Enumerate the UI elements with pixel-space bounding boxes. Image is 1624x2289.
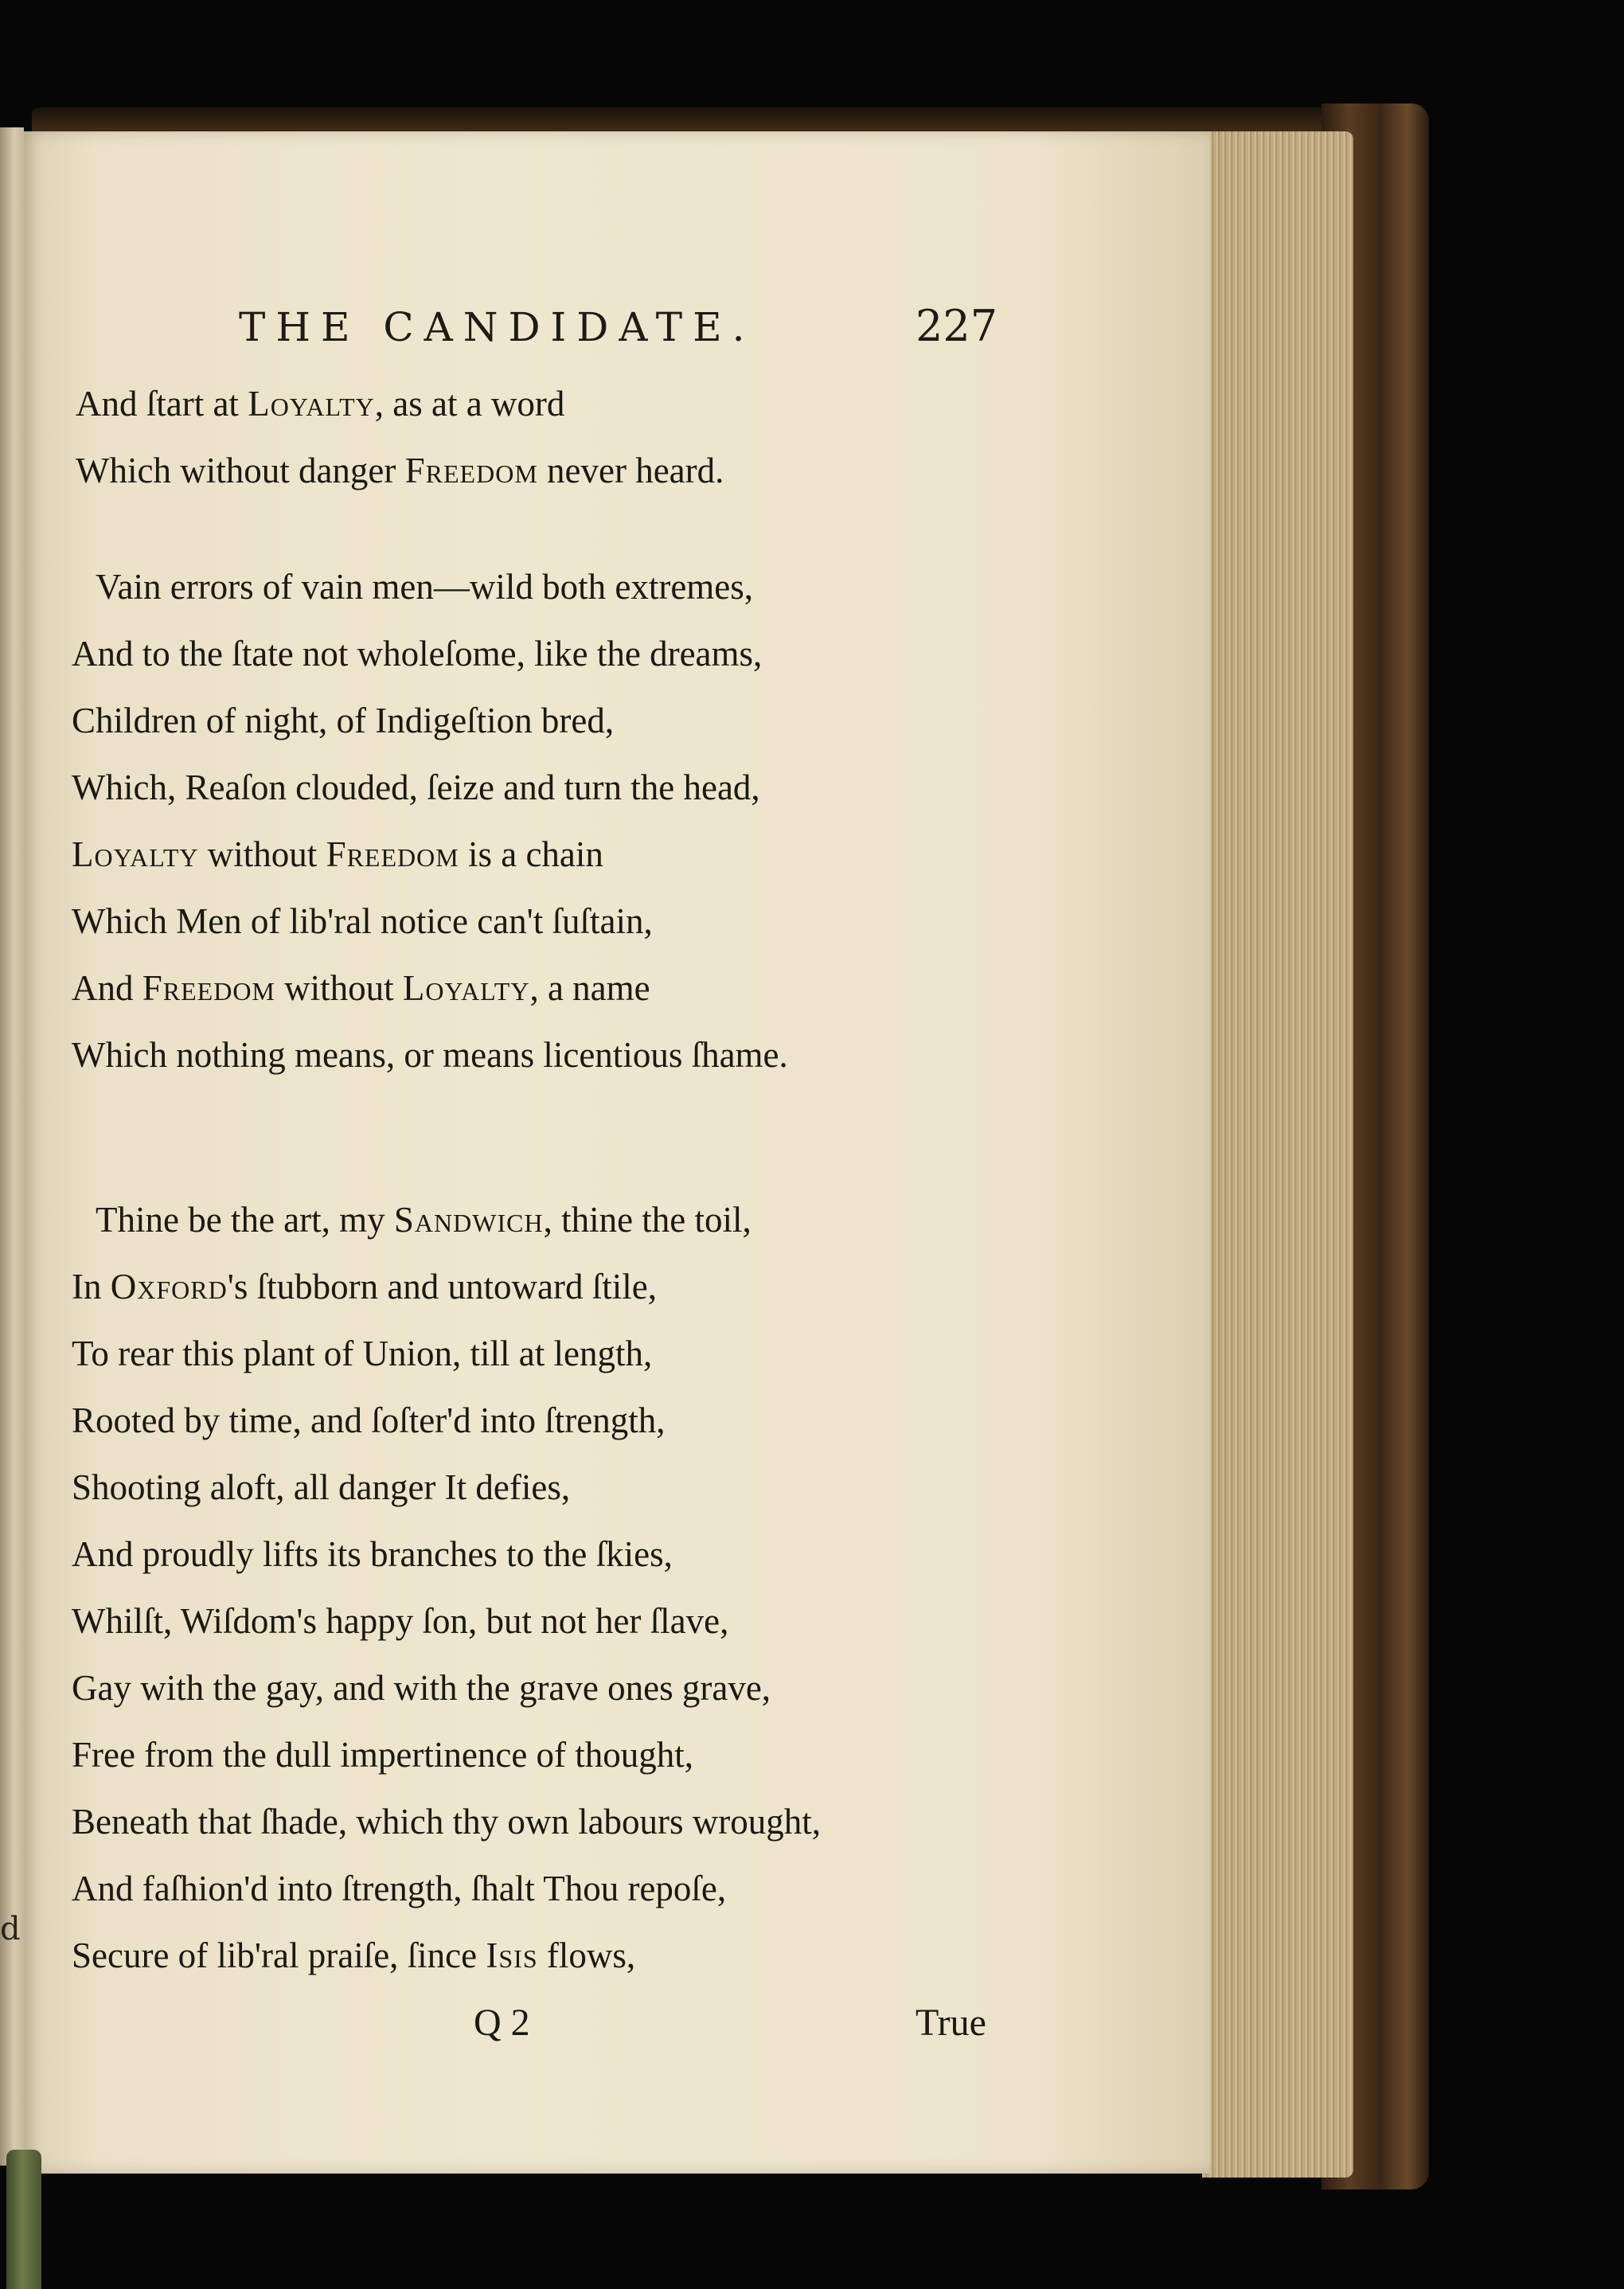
verse-text: Secure of lib'ral praiſe, ſince — [72, 1935, 486, 1975]
verse-line — [72, 1253, 821, 1320]
bookmark-ribbon — [6, 2150, 41, 2289]
stanza-3 — [72, 1186, 821, 1989]
verse-text: without — [275, 968, 403, 1008]
verse-line — [72, 1320, 821, 1387]
verse-line — [72, 687, 788, 754]
verse-text: 's ſtubborn and untoward ſtile, — [227, 1267, 657, 1307]
small-caps-word: Oxford — [110, 1267, 228, 1307]
small-caps-word: Freedom — [326, 834, 459, 874]
verse-line — [72, 1021, 788, 1088]
page-footer — [24, 2001, 1210, 2064]
verse-text: Beneath that ſhade, which thy own labours wrought, — [72, 1802, 822, 1842]
previous-page-edge — [0, 127, 24, 2166]
verse-line — [72, 620, 788, 687]
verse-text: And — [72, 968, 142, 1008]
verse-line — [72, 1588, 821, 1654]
verse-text: never heard. — [537, 451, 724, 490]
stanza-1 — [76, 370, 724, 504]
previous-page-text-fragment: d — [0, 1911, 21, 1947]
verse-text: Which without danger — [76, 451, 405, 490]
verse-line — [76, 370, 724, 437]
verse-text: , a name — [529, 968, 650, 1008]
verse-line — [72, 1521, 821, 1588]
verse-text: , thine the toil, — [543, 1200, 751, 1240]
page-edges — [1202, 131, 1353, 2178]
verse-text: Which Men of lib'ral notice can't ſuſtain, — [72, 901, 653, 941]
verse-text: , as at a word — [374, 384, 565, 424]
verse-line — [72, 1721, 821, 1788]
verse-line — [72, 754, 788, 821]
verse-line — [72, 821, 788, 888]
running-title: THE CANDIDATE. — [239, 304, 755, 350]
verse-line — [72, 553, 788, 620]
verse-text: Gay with the gay, and with the grave ones grave, — [72, 1668, 771, 1708]
verse-line — [72, 1922, 821, 1989]
verse-text: flows, — [537, 1935, 636, 1975]
verse-line — [72, 888, 788, 955]
book-page — [24, 131, 1210, 2174]
verse-line — [72, 1788, 821, 1855]
verse-text: And to the ſtate not wholeſome, like the dreams, — [72, 634, 763, 674]
verse-line — [72, 1387, 821, 1454]
small-caps-word: Loyalty — [402, 968, 530, 1008]
small-caps-word: Sandwich — [393, 1200, 544, 1240]
small-caps-word: Loyalty — [248, 384, 375, 424]
verse-text: Rooted by time, and ſoſter'd into ſtrength, — [72, 1400, 666, 1440]
verse-text: Shooting aloft, all danger It defies, — [72, 1467, 571, 1507]
verse-line — [76, 437, 724, 504]
signature-mark: Q 2 — [474, 2002, 530, 2044]
verse-text: Which nothing means, or means licentious ſhame. — [72, 1035, 788, 1075]
verse-text: is a chain — [459, 834, 603, 874]
verse-line — [72, 1855, 821, 1922]
verse-text: Children of night, of Indigeſtion bred, — [72, 701, 615, 740]
verse-text: without — [198, 834, 326, 874]
verse-text: In — [72, 1267, 111, 1307]
page-number: 227 — [915, 301, 998, 351]
small-caps-word: Freedom — [404, 451, 538, 490]
verse-line — [72, 1454, 821, 1521]
verse-text: Thine be the art, my — [96, 1200, 394, 1240]
verse-text: To rear this plant of Union, till at length, — [72, 1334, 653, 1373]
small-caps-word: Freedom — [142, 968, 275, 1008]
verse-text: And proudly lifts its branches to the ſkies, — [72, 1534, 673, 1574]
verse-text: Vain errors of vain men—wild both extremes, — [96, 567, 754, 607]
verse-text: Free from the dull impertinence of thought, — [72, 1735, 694, 1775]
stanza-2 — [72, 553, 788, 1088]
verse-text: And ſtart at — [76, 384, 248, 424]
verse-line — [72, 955, 788, 1021]
verse-line — [72, 1186, 821, 1253]
verse-text: And faſhion'd into ſtrength, ſhalt Thou repoſe, — [72, 1869, 727, 1908]
small-caps-word: Isis — [486, 1935, 538, 1975]
verse-text: Whilſt, Wiſdom's happy ſon, but not her ſlave, — [72, 1601, 729, 1641]
page-header — [24, 295, 1210, 366]
verse-text: Which, Reaſon clouded, ſeize and turn the head, — [72, 768, 760, 807]
catchword: True — [915, 2002, 986, 2044]
small-caps-word: Loyalty — [72, 834, 199, 874]
verse-line — [72, 1654, 821, 1721]
